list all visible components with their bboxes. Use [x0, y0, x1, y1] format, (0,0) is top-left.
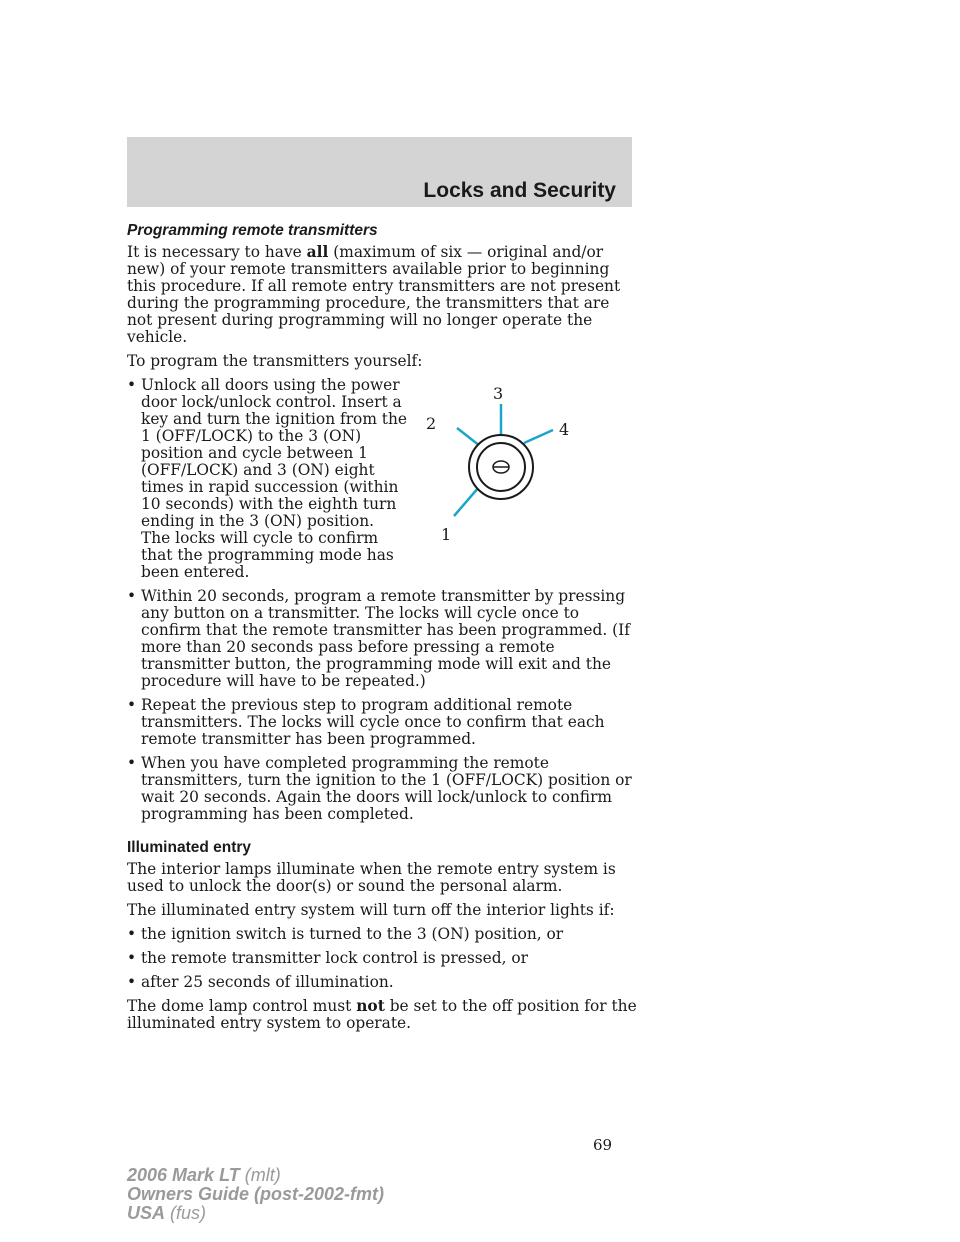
bullet-text: after 25 seconds of illumination. [141, 973, 394, 991]
intro-text-end: (maximum of six — original and/or new) of your remote transmitters available prior to beginning this procedure. If all remote entry transmitters are not present during the programming procedure, the transmitters that are not present during programming will no longer operate the vehicle. [127, 243, 621, 346]
page-number: 69 [593, 1136, 613, 1154]
bullet-dot: • [127, 696, 137, 714]
bullet-item [127, 926, 637, 943]
footer-market-code: (fus) [165, 1203, 207, 1223]
illuminated-entry-paragraph-1: The interior lamps illuminate when the remote entry system is used to unlock the door(s) or sound the personal alarm. [127, 860, 616, 895]
document-footer [127, 1166, 384, 1223]
bullet-text: Within 20 seconds, program a remote transmitter by pressing any button on a transmitter. The locks will cycle once to confirm that the remote transmitter has been programmed. (If more than 20 seconds pass before pressing a remote transmitter button, the programming mode will exit and the procedure will have to be repeated.) [141, 587, 630, 690]
dome-lamp-paragraph [127, 998, 637, 1032]
label-position-3: 3 [493, 384, 504, 403]
heading-illuminated-entry: Illuminated entry [127, 839, 252, 856]
bullet-dot: • [127, 587, 137, 605]
bullet-text: Repeat the previous step to program additional remote transmitters. The locks will cycle once to confirm that each remote transmitter has been programmed. [141, 696, 605, 748]
illuminated-entry-paragraph-2: The illuminated entry system will turn off the interior lights if: [127, 901, 615, 919]
footer-model-code: (mlt) [239, 1165, 281, 1185]
bullet-item [127, 588, 637, 690]
intro-text-start: It is necessary to have [127, 243, 307, 261]
lead-paragraph: To program the transmitters yourself: [127, 352, 423, 370]
bullet-item [127, 697, 637, 748]
bullet-dot: • [127, 973, 137, 991]
position-line-1 [454, 487, 479, 516]
intro-paragraph [127, 244, 637, 346]
bullet-text: When you have completed programming the remote transmitters, turn the ignition to the 1 (OFF/LOCK) position or wait 20 seconds. Again the doors will lock/unlock to confirm programming has been completed. [141, 754, 632, 823]
bullet-text: Unlock all doors using the power door lock/unlock control. Insert a key and turn the ignition from the 1 (OFF/LOCK) to the 3 (ON) position and cycle between 1 (OFF/LOCK) and 3 (ON) eight times in rapid succession (within 10 seconds) with the eighth turn ending in the 3 (ON) position. The locks will cycle to confirm that the programming mode has been entered. [141, 376, 408, 581]
footer-line-1 [127, 1166, 384, 1185]
section-header-band [127, 137, 632, 207]
bullet-text: the ignition switch is turned to the 3 (ON) position, or [141, 925, 564, 943]
footer-line-2 [127, 1185, 384, 1204]
bullet-item [127, 377, 637, 581]
bullet-item [127, 950, 637, 967]
bullet-text: the remote transmitter lock control is pressed, or [141, 949, 529, 967]
section-title: Locks and Security [423, 179, 616, 202]
bullet-item [127, 974, 637, 991]
bullet-dot: • [127, 754, 137, 772]
bullet-dot: • [127, 925, 137, 943]
label-position-4: 4 [559, 420, 570, 439]
page-content [127, 222, 637, 1039]
ignition-key-diagram [413, 377, 643, 555]
dome-lamp-text-start: The dome lamp control must [127, 997, 357, 1015]
label-position-2: 2 [426, 414, 437, 433]
position-line-2 [457, 428, 480, 446]
intro-text-bold: all [306, 243, 329, 261]
bullet-dot: • [127, 376, 137, 394]
dome-lamp-text-bold: not [356, 997, 385, 1015]
label-position-1: 1 [441, 525, 452, 544]
footer-model: 2006 Mark LT [127, 1165, 240, 1185]
footer-line-3 [127, 1204, 384, 1223]
heading-programming-remote-transmitters: Programming remote transmitters [127, 222, 378, 239]
position-line-4 [524, 430, 553, 443]
footer-guide-name: Owners Guide (post-2002-fmt) [127, 1184, 385, 1204]
footer-market: USA [127, 1203, 166, 1223]
dome-lamp-text-end: be set to the off position for the illuminated entry system to operate. [127, 997, 637, 1032]
bullet-item [127, 755, 637, 823]
bullet-dot: • [127, 949, 137, 967]
